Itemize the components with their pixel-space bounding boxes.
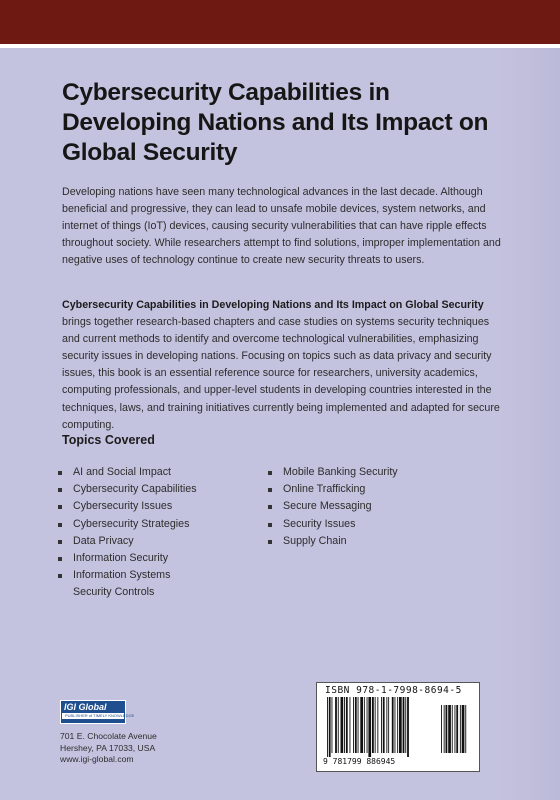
list-item (58, 550, 258, 567)
list-item (58, 498, 258, 515)
publisher-logo-tagline: PUBLISHER of TIMELY KNOWLEDGE (62, 713, 124, 719)
bullet-icon (58, 574, 62, 578)
description-paragraph-2 (62, 297, 502, 434)
bullet-icon (58, 505, 62, 509)
description-paragraph-2-text: brings together research-based chapters and case studies on systems security techniques and current methods to identify and overcome technological vulnerabilities, emphasizing security issues in developing nations. Focusing on topics such as data privacy and security issues, this book is an essential reference source for researchers, university academics, computing professionals, and upper-level students in developing countries interested in the techniques, laws, and training initiatives currently being implemented and adapted for secure computing. (62, 316, 500, 431)
topic-label: Secure Messaging (283, 500, 372, 513)
bullet-icon (58, 488, 62, 492)
publisher-address (60, 731, 157, 766)
publisher-website: www.igi-global.com (60, 754, 134, 764)
topic-label: Information Security (73, 552, 169, 565)
topics-list-left (58, 464, 258, 602)
cover-edge-shadow (496, 48, 560, 800)
book-title: Cybersecurity Capabilities in Developing Nations and Its Impact on Global Security (62, 79, 489, 166)
barcode-digits: 9 781799 886945 (323, 757, 396, 766)
bullet-icon (268, 505, 272, 509)
bullet-icon (58, 471, 62, 475)
bullet-icon (58, 557, 62, 561)
list-item (268, 498, 468, 515)
bullet-icon (268, 488, 272, 492)
isbn-label: ISBN 978-1-7998-8694-5 (325, 685, 462, 696)
list-item (268, 464, 468, 481)
topics-list-right (268, 464, 468, 550)
list-item (58, 533, 258, 550)
list-item (58, 464, 258, 481)
topic-label: AI and Social Impact (73, 466, 172, 478)
topic-label: Online Trafficking (283, 483, 366, 496)
top-color-band (0, 0, 560, 44)
bullet-icon (58, 523, 62, 527)
address-line-1: 701 E. Chocolate Avenue (60, 731, 157, 741)
book-title-inline: Cybersecurity Capabilities in Developing Nations and Its Impact on Global Security (62, 299, 484, 311)
bullet-icon (268, 540, 272, 544)
topic-label: Data Privacy (73, 534, 134, 547)
bullet-icon (268, 471, 272, 475)
list-item (58, 516, 258, 533)
topic-label: Cybersecurity Strategies (73, 517, 190, 530)
topic-label: Security Issues (283, 517, 356, 530)
isbn-barcode (316, 682, 480, 772)
topic-label: Supply Chain (283, 534, 347, 547)
barcode-bars (321, 697, 475, 757)
list-item (268, 516, 468, 533)
list-item (268, 481, 468, 498)
topic-label: Cybersecurity Issues (73, 500, 173, 513)
publisher-logo-name: IGI Global (64, 702, 107, 712)
list-item (268, 533, 468, 550)
topics-heading: Topics Covered (62, 433, 155, 447)
list-item (58, 481, 258, 498)
address-line-2: Hershey, PA 17033, USA (60, 742, 156, 753)
topic-label: Cybersecurity Capabilities (73, 483, 197, 496)
publisher-logo (60, 700, 135, 724)
bullet-icon (268, 523, 272, 527)
topic-label: Information Systems Security Controls (73, 569, 171, 599)
bullet-icon (58, 540, 62, 544)
description-paragraph-1: Developing nations have seen many technological advances in the last decade. Although beneficial and progressive, they can lead to unsafe mobile devices, system networks, and internet of things (IoT) devices, causing security vulnerabilities that can have ripple effects throughout society. While researchers attempt to find solutions, improper implementation and negative uses of technology continue to create new security threats to users. (62, 186, 501, 267)
topic-label: Mobile Banking Security (283, 466, 398, 478)
list-item (58, 567, 193, 601)
